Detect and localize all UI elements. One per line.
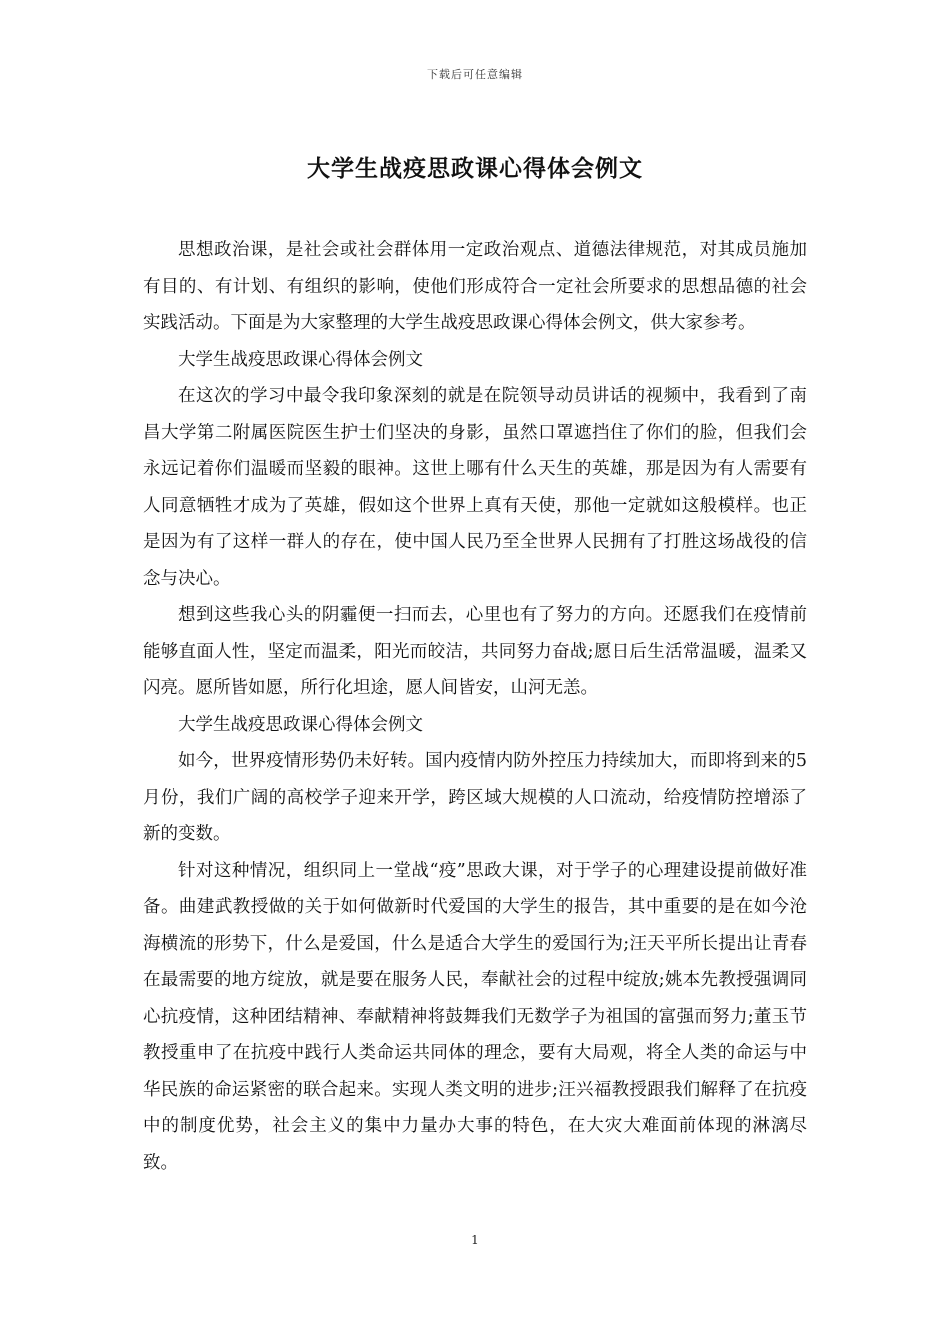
paragraph-intro: 思想政治课，是社会或社会群体用一定政治观点、道德法律规范，对其成员施加有目的、有计划、有组织的影响，使他们形成符合一定社会所要求的思想品德的社会实践活动。下面是为大家整理的大学生战疫思政课心得体会例文，供大家参考。 — [143, 240, 807, 333]
paragraph: 如今，世界疫情形势仍未好转。国内疫情内防外控压力持续加大，而即将到来的5月份，我们广阔的高校学子迎来开学，跨区域大规模的人口流动，给疫情防控增添了新的变数。 — [143, 751, 807, 844]
section-heading: 大学生战疫思政课心得体会例文 — [178, 349, 423, 370]
document-body — [143, 232, 807, 1181]
paragraph: 在这次的学习中最令我印象深刻的就是在院领导动员讲话的视频中，我看到了南昌大学第二附属医院医生护士们坚决的身影，虽然口罩遮挡住了你们的脸，但我们会永远记着你们温暖而坚毅的眼神。这世上哪有什么天生的英雄，那是因为有人需要有人同意牺牲才成为了英雄，假如这个世界上真有天使，那他一定就如这般模样。也正是因为有了这样一群人的存在，使中国人民乃至全世界人民拥有了打胜这场战役的信念与决心。 — [143, 386, 807, 589]
document-title: 大学生战疫思政课心得体会例文 — [307, 155, 643, 182]
section-heading: 大学生战疫思政课心得体会例文 — [178, 714, 423, 735]
page-number: 1 — [471, 1233, 479, 1247]
paragraph: 想到这些我心头的阴霾便一扫而去，心里也有了努力的方向。还愿我们在疫情前能够直面人性，坚定而温柔，阳光而皎洁，共同努力奋战;愿日后生活常温暖，温柔又闪亮。愿所皆如愿，所行化坦途，愿人间皆安，山河无恙。 — [143, 605, 807, 698]
paragraph: 针对这种情况，组织同上一堂战“疫”思政大课，对于学子的心理建设提前做好准备。曲建武教授做的关于如何做新时代爱国的大学生的报告，其中重要的是在如今沧海横流的形势下，什么是爱国，什么是适合大学生的爱国行为;汪天平所长提出让青春在最需要的地方绽放，就是要在服务人民，奉献社会的过程中绽放;姚本先教授强调同心抗疫情，这种团结精神、奉献精神将鼓舞我们无数学子为祖国的富强而努力;董玉节教授重申了在抗疫中践行人类命运共同体的理念，要有大局观，将全人类的命运与中华民族的命运紧密的联合起来。实现人类文明的进步;汪兴福教授跟我们解释了在抗疫中的制度优势，社会主义的集中力量办大事的特色，在大灾大难面前体现的淋漓尽致。 — [143, 860, 807, 1173]
page-header: 下载后可任意编辑 — [427, 68, 523, 81]
